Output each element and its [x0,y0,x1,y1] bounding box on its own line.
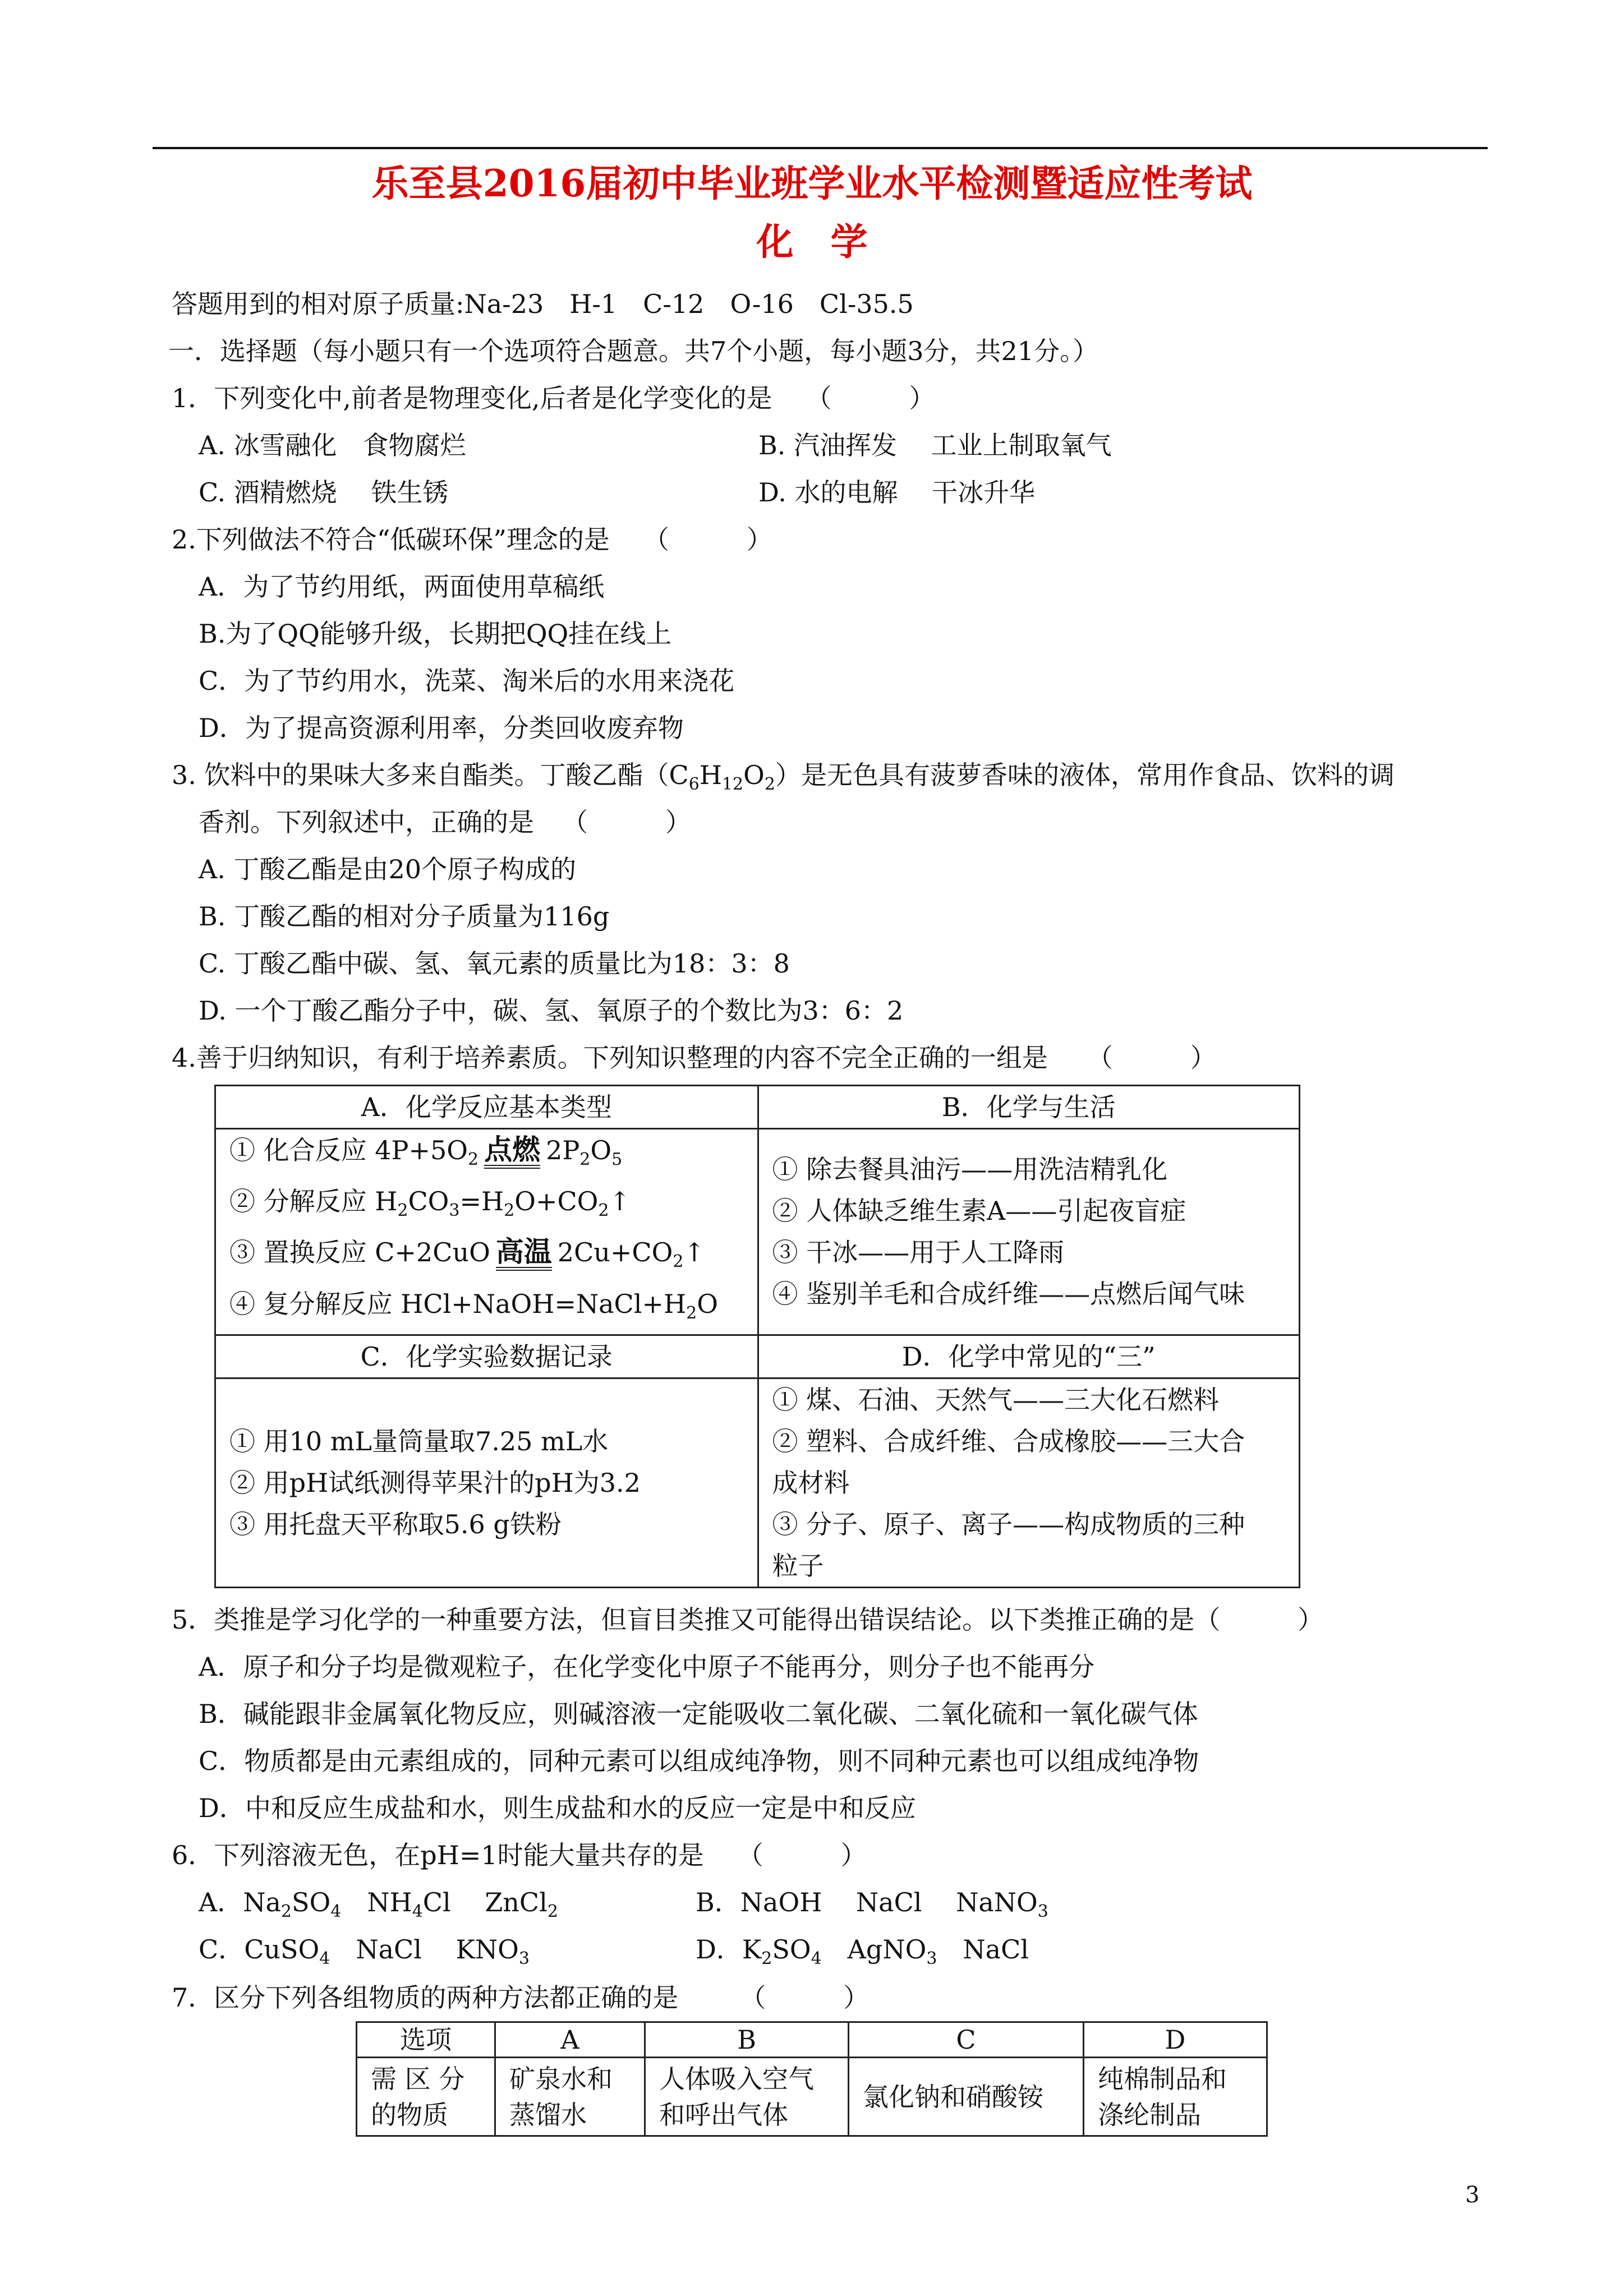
q2-option-b[interactable]: B.为了QQ能够升级，长期把QQ挂在线上 [199,619,672,649]
question-3-stem-line2: 香剂。下列叙述中，正确的是 （ ） [199,807,691,837]
q2-option-d[interactable]: D．为了提高资源利用率，分类回收废弃物 [199,713,684,743]
q7-cell-d: 纯棉制品和 涤纶制品 [1084,2058,1267,2136]
ignite-condition: 点燃 [484,1135,540,1169]
q1-option-d[interactable]: D. 水的电解 干冰升华 [758,477,1036,508]
question-7-stem: 7．区分下列各组物质的两种方法都正确的是 （ ） [172,1983,869,2013]
question-6-stem: 6．下列溶液无色，在pH=1时能大量共存的是 （ ） [172,1840,867,1870]
q7-cell-b: 人体吸入空气 和呼出气体 [645,2058,849,2136]
question-3-stem-line1: 3. 饮料中的果味大多来自酯类。丁酸乙酯$(C_6H_{12}O_2)$是无色具有菠萝香味的液体，常用作食品、饮料的调 [172,760,1395,795]
q4-cell-a [215,1129,758,1335]
q4-d-line2a: ② 塑料、合成纤维、合成橡胶——三大合 [772,1426,1245,1456]
q4-a-line1: ① 化合反应 $4P+5O_2$ 点燃 $2P_2O_5$ [229,1133,623,1170]
q7-row-label: 需 区 分 的物质 [357,2058,495,2136]
page-number: 3 [1465,2182,1480,2208]
q1-option-b[interactable]: B. 汽油挥发 工业上制取氧气 [758,430,1112,460]
q4-b-line3: ③ 干冰——用于人工降雨 [772,1237,1065,1268]
q4-b-line2: ② 人体缺乏维生素A——引起夜盲症 [772,1196,1186,1227]
question-1-stem: 1．下列变化中,前者是物理变化,后者是化学变化的是 （ ） [172,383,935,413]
atomic-masses: 答题用到的相对原子质量:Na-23 H-1 C-12 O-16 Cl-35.5 [172,289,914,319]
exam-title: 乐至县2016届初中毕业班学业水平检测暨适应性考试 [371,162,1253,205]
q4-a-line3: ③ 置换反应 C+2CuO 高温 $2Cu+CO_2↑$ [229,1235,705,1272]
q5-option-d[interactable]: D．中和反应生成盐和水，则生成盐和水的反应一定是中和反应 [199,1793,916,1823]
q3-option-c[interactable]: C. 丁酸乙酯中碳、氢、氧元素的质量比为18：3：8 [199,948,790,979]
q3-option-a[interactable]: A. 丁酸乙酯是由20个原子构成的 [199,854,576,884]
q2-option-a[interactable]: A．为了节约用纸，两面使用草稿纸 [199,571,605,602]
q4-cell-b [758,1129,1300,1335]
q4-c-line2: ② 用pH试纸测得苹果汁的pH为3.2 [229,1467,641,1498]
q5-option-b[interactable]: B．碱能跟非金属氧化物反应，则碱溶液一定能吸收二氧化碳、二氧化硫和一氧化碳气体 [199,1699,1198,1729]
q4-a-line2: ② 分解反应 $H_2CO_3=H_2O+CO_2↑$ [229,1186,631,1221]
q7-table [356,2021,1268,2137]
q4-head-a[interactable]: A．化学反应基本类型 [215,1086,758,1129]
high-temp-condition: 高温 [496,1237,552,1271]
q4-b-line4: ④ 鉴别羊毛和合成纤维——点燃后闻气味 [772,1279,1245,1310]
header-rule [153,147,1488,149]
q7-head-b[interactable]: B [645,2022,849,2058]
q7-cell-a: 矿泉水和 蒸馏水 [495,2058,645,2136]
q7-head-c[interactable]: C [849,2022,1084,2058]
q4-head-b[interactable]: B．化学与生活 [758,1086,1300,1129]
question-2-stem: 2.下列做法不符合“低碳环保”理念的是 （ ） [172,524,772,555]
q4-c-line1: ① 用10 mL量筒量取7.25 mL水 [229,1426,609,1456]
q3-option-d[interactable]: D. 一个丁酸乙酯分子中，碳、氢、氧原子的个数比为3：6：2 [199,995,904,1026]
q6-option-c[interactable]: C．CuSO$_4$ NaCl $KNO_3$ [199,1934,530,1969]
q6-option-d[interactable]: D．$K_2SO_4$ AgNO$_3$ NaCl [696,1934,1029,1969]
q1-option-a[interactable]: A. 冰雪融化 食物腐烂 [199,430,466,460]
q4-table [214,1085,1300,1588]
q2-option-c[interactable]: C．为了节约用水，洗菜、淘米后的水用来浇花 [199,666,735,696]
q4-d-line2b: 成材料 [772,1467,850,1498]
q4-d-line1: ① 煤、石油、天然气——三大化石燃料 [772,1384,1220,1415]
q4-d-line3a: ③ 分子、原子、离子——构成物质的三种 [772,1509,1245,1539]
q4-c-line3: ③ 用托盘天平称取5.6 g铁粉 [229,1509,562,1539]
q3-option-b[interactable]: B. 丁酸乙酯的相对分子质量为116g [199,901,610,932]
q1-option-c[interactable]: C. 酒精燃烧 铁生锈 [199,477,449,508]
q4-head-c[interactable]: C．化学实验数据记录 [215,1335,758,1378]
q7-head-a[interactable]: A [495,2022,645,2058]
q7-head-d[interactable]: D [1084,2022,1267,2058]
q5-option-a[interactable]: A．原子和分子均是微观粒子，在化学变化中原子不能再分，则分子也不能再分 [199,1652,1095,1682]
q4-a-line4: ④ 复分解反应 $HCl+NaOH=NaCl+H_2O$ [229,1288,718,1323]
question-5-stem: 5．类推是学习化学的一种重要方法，但盲目类推又可能得出错误结论。以下类推正确的是（ ） [172,1605,1324,1635]
q4-b-line1: ① 除去餐具油污——用洗洁精乳化 [772,1154,1168,1185]
section-title: 一．选择题（每小题只有一个选项符合题意。共7个小题，每小题3分，共21分。） [168,336,1099,366]
subject-title: 化 学 [756,220,868,264]
q4-d-line3b: 粒子 [772,1550,824,1581]
q6-option-a[interactable]: A．$Na_2SO_4$ $NH_4Cl$ ZnCl$_2$ [199,1887,558,1922]
q7-cell-c: 氯化钠和硝酸铵 [849,2058,1084,2136]
q5-option-c[interactable]: C．物质都是由元素组成的，同种元素可以组成纯净物，则不同种元素也可以组成纯净物 [199,1746,1199,1776]
q4-cell-d [758,1378,1300,1587]
q4-head-d[interactable]: D．化学中常见的“三” [758,1335,1300,1378]
q6-option-b[interactable]: B．NaOH NaCl NaNO$_3$ [696,1887,1048,1922]
q4-cell-c [215,1378,758,1587]
question-4-stem: 4.善于归纳知识，有利于培养素质。下列知识整理的内容不完全正确的一组是 （ ） [172,1043,1216,1073]
q7-head-option: 选项 [357,2022,495,2058]
